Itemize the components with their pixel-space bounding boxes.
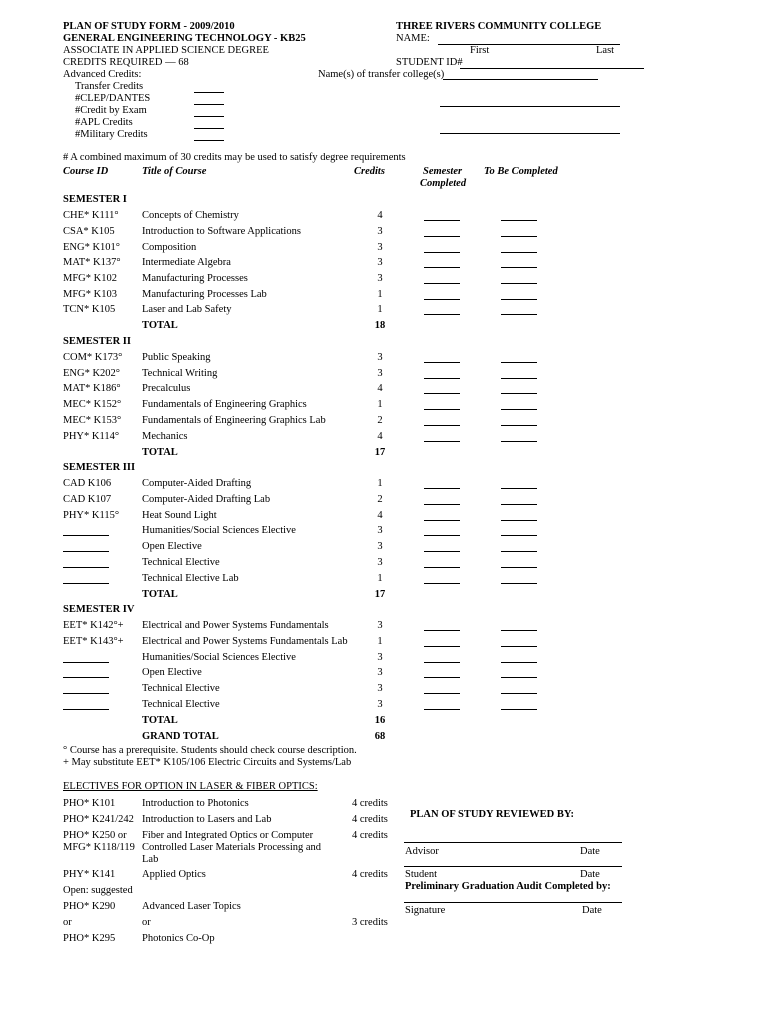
semester-completed-field[interactable] <box>424 551 460 552</box>
course-id-field[interactable] <box>63 583 109 584</box>
to-be-completed-field[interactable] <box>501 488 537 489</box>
course-title: Fundamentals of Engineering Graphics <box>142 399 307 410</box>
name-field[interactable] <box>438 44 620 45</box>
col-to-be-completed: To Be Completed <box>484 166 558 177</box>
college-name: THREE RIVERS COMMUNITY COLLEGE <box>396 21 602 32</box>
military-credits-field[interactable] <box>194 140 224 141</box>
to-be-completed-field[interactable] <box>501 535 537 536</box>
course-title: Manufacturing Processes Lab <box>142 289 267 300</box>
to-be-completed-field[interactable] <box>501 630 537 631</box>
course-credits: 3 <box>377 683 383 694</box>
advanced-item-label: #Credit by Exam <box>75 105 147 116</box>
total-label: TOTAL <box>142 715 178 726</box>
to-be-completed-field[interactable] <box>501 441 537 442</box>
elective-course-id: PHO* K241/242 <box>63 814 134 825</box>
elective-title: Advanced Laser Topics <box>142 901 241 912</box>
elective-course-id: Open: suggested <box>63 885 133 896</box>
semester-completed-field[interactable] <box>424 283 460 284</box>
to-be-completed-field[interactable] <box>501 378 537 379</box>
credits-required: CREDITS REQUIRED — 68 <box>63 57 189 68</box>
combined-credits-note: # A combined maximum of 30 credits may be used to satisfy degree requirements <box>63 152 406 163</box>
to-be-completed-field[interactable] <box>501 409 537 410</box>
course-credits: 2 <box>377 494 383 505</box>
to-be-completed-field[interactable] <box>501 520 537 521</box>
semester-completed-field[interactable] <box>424 662 460 663</box>
course-credits: 3 <box>377 257 383 268</box>
advanced-item-label: #Military Credits <box>75 129 148 140</box>
course-title: Technical Elective Lab <box>142 573 239 584</box>
semester-total: 18 <box>374 320 386 331</box>
to-be-completed-field[interactable] <box>501 662 537 663</box>
advanced-credits-label: Advanced Credits: <box>63 69 142 80</box>
semester-completed-field[interactable] <box>424 409 460 410</box>
col-course-id: Course ID <box>63 166 109 177</box>
course-id: MFG* K103 <box>63 289 117 300</box>
course-id: CHE* K111° <box>63 210 119 221</box>
grand-total-value: 68 <box>374 731 386 742</box>
to-be-completed-field[interactable] <box>501 583 537 584</box>
semester-total: 17 <box>374 447 386 458</box>
semester-heading: SEMESTER II <box>63 336 131 347</box>
to-be-completed-field[interactable] <box>501 567 537 568</box>
elective-title: Photonics Co-Op <box>142 933 215 944</box>
elective-title: Controlled Laser Materials Processing and <box>142 842 322 853</box>
student-signature-line[interactable] <box>404 866 622 867</box>
course-credits: 3 <box>377 557 383 568</box>
footnote-prerequisite: ° Course has a prerequisite. Students should check course description. <box>63 745 357 756</box>
course-id: ENG* K202° <box>63 368 120 379</box>
semester-completed-field[interactable] <box>424 252 460 253</box>
form-title: PLAN OF STUDY FORM - 2009/2010 <box>63 21 235 32</box>
semester-completed-field[interactable] <box>424 709 460 710</box>
to-be-completed-field[interactable] <box>501 425 537 426</box>
last-name-label: Last <box>596 45 615 56</box>
semester-completed-field[interactable] <box>424 314 460 315</box>
name-label: NAME: <box>396 33 430 44</box>
signature-label: Signature <box>405 905 446 916</box>
semester-heading: SEMESTER IV <box>63 604 135 615</box>
course-title: Electrical and Power Systems Fundamentals Lab <box>142 636 348 647</box>
course-id: COM* K173° <box>63 352 123 363</box>
course-title: Precalculus <box>142 383 191 394</box>
col-semester-completed: Semester <box>423 166 463 177</box>
semester-completed-field[interactable] <box>424 393 460 394</box>
course-credits: 1 <box>377 478 383 489</box>
course-id-field[interactable] <box>63 551 109 552</box>
col-title: Title of Course <box>142 166 207 177</box>
course-id: MAT* K137° <box>63 257 121 268</box>
to-be-completed-field[interactable] <box>501 709 537 710</box>
review-heading: PLAN OF STUDY REVIEWED BY: <box>410 809 574 820</box>
semester-completed-field[interactable] <box>424 441 460 442</box>
elective-course-id: or <box>63 917 72 928</box>
course-credits: 1 <box>377 399 383 410</box>
course-credits: 4 <box>377 431 383 442</box>
to-be-completed-field[interactable] <box>501 236 537 237</box>
student-id-label: STUDENT ID# <box>396 57 463 68</box>
semester-completed-field[interactable] <box>424 630 460 631</box>
elective-credits: 4 credits <box>352 869 388 880</box>
course-id: PHY* K115° <box>63 510 120 521</box>
col-credits: Credits <box>354 166 385 177</box>
course-credits: 1 <box>377 289 383 300</box>
to-be-completed-field[interactable] <box>501 646 537 647</box>
advanced-item-label: #APL Credits <box>75 117 133 128</box>
semester-total: 16 <box>374 715 386 726</box>
semester-completed-field[interactable] <box>424 488 460 489</box>
apl-credits-field[interactable] <box>194 128 224 129</box>
course-credits: 4 <box>377 383 383 394</box>
course-title: Heat Sound Light <box>142 510 217 521</box>
elective-course-id: PHO* K290 <box>63 901 116 912</box>
course-credits: 3 <box>377 652 383 663</box>
course-credits: 1 <box>377 304 383 315</box>
course-id: CAD K106 <box>63 478 112 489</box>
grand-total-label: GRAND TOTAL <box>142 731 219 742</box>
course-id: MFG* K102 <box>63 273 117 284</box>
semester-completed-field[interactable] <box>424 220 460 221</box>
to-be-completed-field[interactable] <box>501 677 537 678</box>
advanced-item-label: #CLEP/DANTES <box>75 93 151 104</box>
credit-by-exam-field[interactable] <box>194 116 224 117</box>
audit-label: Preliminary Graduation Audit Completed by: <box>405 881 611 892</box>
footnote-substitute: + May substitute EET* K105/106 Electric Circuits and Systems/Lab <box>63 757 352 768</box>
transfer-credits-field[interactable] <box>194 92 224 93</box>
semester-heading: SEMESTER III <box>63 462 136 473</box>
audit-signature-line[interactable] <box>404 902 622 903</box>
course-title: Electrical and Power Systems Fundamentals <box>142 620 329 631</box>
elective-course-id: PHY* K141 <box>63 869 116 880</box>
elective-title: or <box>142 917 151 928</box>
course-title: Manufacturing Processes <box>142 273 248 284</box>
to-be-completed-field[interactable] <box>501 314 537 315</box>
semester-completed-field[interactable] <box>424 267 460 268</box>
course-title: Humanities/Social Sciences Elective <box>142 652 296 663</box>
to-be-completed-field[interactable] <box>501 252 537 253</box>
course-credits: 4 <box>377 210 383 221</box>
elective-credits: 3 credits <box>352 917 388 928</box>
course-credits: 3 <box>377 620 383 631</box>
semester-completed-field[interactable] <box>424 425 460 426</box>
course-credits: 3 <box>377 273 383 284</box>
course-credits: 3 <box>377 242 383 253</box>
course-title: Mechanics <box>142 431 188 442</box>
elective-credits: 4 credits <box>352 830 388 841</box>
course-credits: 1 <box>377 573 383 584</box>
elective-course-id: PHO* K101 <box>63 798 116 809</box>
semester-completed-field[interactable] <box>424 362 460 363</box>
course-credits: 3 <box>377 226 383 237</box>
elective-credits: 4 credits <box>352 814 388 825</box>
student-date-label: Date <box>580 869 600 880</box>
course-id: MEC* K152° <box>63 399 122 410</box>
advanced-item-label: Transfer Credits <box>75 81 144 92</box>
course-title: Humanities/Social Sciences Elective <box>142 525 296 536</box>
course-title: Open Elective <box>142 541 202 552</box>
course-title: Intermediate Algebra <box>142 257 231 268</box>
course-title: Computer-Aided Drafting Lab <box>142 494 271 505</box>
semester-completed-field[interactable] <box>424 378 460 379</box>
course-id-field[interactable] <box>63 677 109 678</box>
course-title: Fundamentals of Engineering Graphics Lab <box>142 415 326 426</box>
course-id: MAT* K186° <box>63 383 121 394</box>
semester-completed-field[interactable] <box>424 693 460 694</box>
course-credits: 2 <box>377 415 383 426</box>
course-id: MEC* K153° <box>63 415 122 426</box>
to-be-completed-field[interactable] <box>501 551 537 552</box>
semester-completed-field[interactable] <box>424 236 460 237</box>
clep-credits-field[interactable] <box>194 104 224 105</box>
course-title: Computer-Aided Drafting <box>142 478 252 489</box>
semester-completed-field[interactable] <box>424 583 460 584</box>
course-credits: 3 <box>377 667 383 678</box>
transfer-college-field-3[interactable] <box>440 133 620 134</box>
to-be-completed-field[interactable] <box>501 504 537 505</box>
course-credits: 3 <box>377 699 383 710</box>
to-be-completed-field[interactable] <box>501 393 537 394</box>
course-title: Technical Elective <box>142 683 220 694</box>
total-label: TOTAL <box>142 447 178 458</box>
transfer-college-label: Name(s) of transfer college(s) <box>318 69 445 80</box>
course-title: Laser and Lab Safety <box>142 304 232 315</box>
degree-label: ASSOCIATE IN APPLIED SCIENCE DEGREE <box>63 45 269 56</box>
course-id: EET* K142°+ <box>63 620 124 631</box>
course-title: Concepts of Chemistry <box>142 210 239 221</box>
elective-course-id: PHO* K250 or <box>63 830 127 841</box>
course-credits: 4 <box>377 510 383 521</box>
to-be-completed-field[interactable] <box>501 283 537 284</box>
elective-title: Fiber and Integrated Optics or Computer <box>142 830 314 841</box>
semester-completed-field[interactable] <box>424 535 460 536</box>
course-id: CSA* K105 <box>63 226 115 237</box>
student-id-field[interactable] <box>460 68 644 69</box>
signature-date-label: Date <box>582 905 602 916</box>
course-id: EET* K143°+ <box>63 636 124 647</box>
course-id-field[interactable] <box>63 662 109 663</box>
semester-total: 17 <box>374 589 386 600</box>
transfer-college-field-2[interactable] <box>440 106 620 107</box>
course-credits: 3 <box>377 368 383 379</box>
total-label: TOTAL <box>142 320 178 331</box>
course-id-field[interactable] <box>63 693 109 694</box>
semester-completed-field[interactable] <box>424 504 460 505</box>
course-id-field[interactable] <box>63 709 109 710</box>
advisor-label: Advisor <box>405 846 439 857</box>
course-credits: 3 <box>377 541 383 552</box>
to-be-completed-field[interactable] <box>501 299 537 300</box>
course-id: TCN* K105 <box>63 304 116 315</box>
elective-credits: 4 credits <box>352 798 388 809</box>
course-id: PHY* K114° <box>63 431 120 442</box>
advisor-date-label: Date <box>580 846 600 857</box>
student-label: Student <box>405 869 438 880</box>
course-id-field[interactable] <box>63 535 109 536</box>
course-title: Technical Elective <box>142 699 220 710</box>
course-title: Public Speaking <box>142 352 211 363</box>
to-be-completed-field[interactable] <box>501 362 537 363</box>
course-title: Technical Writing <box>142 368 218 379</box>
advisor-signature-line[interactable] <box>404 842 622 843</box>
first-name-label: First <box>470 45 490 56</box>
elective-course-id: MFG* K118/119 <box>63 842 135 853</box>
elective-title: Lab <box>142 854 159 865</box>
col-semester-completed-2: Completed <box>420 178 467 189</box>
to-be-completed-field[interactable] <box>501 267 537 268</box>
semester-completed-field[interactable] <box>424 520 460 521</box>
to-be-completed-field[interactable] <box>501 693 537 694</box>
course-title: Open Elective <box>142 667 202 678</box>
semester-completed-field[interactable] <box>424 677 460 678</box>
elective-course-id: PHO* K295 <box>63 933 116 944</box>
course-title: Introduction to Software Applications <box>142 226 301 237</box>
electives-heading: ELECTIVES FOR OPTION IN LASER & FIBER OPTICS: <box>63 781 318 792</box>
course-title: Composition <box>142 242 197 253</box>
semester-heading: SEMESTER I <box>63 194 127 205</box>
semester-completed-field[interactable] <box>424 646 460 647</box>
to-be-completed-field[interactable] <box>501 220 537 221</box>
elective-title: Applied Optics <box>142 869 206 880</box>
course-id-field[interactable] <box>63 567 109 568</box>
course-credits: 3 <box>377 352 383 363</box>
semester-completed-field[interactable] <box>424 567 460 568</box>
course-credits: 3 <box>377 525 383 536</box>
elective-title: Introduction to Photonics <box>142 798 249 809</box>
program-name: GENERAL ENGINEERING TECHNOLOGY - KB25 <box>63 33 306 44</box>
semester-completed-field[interactable] <box>424 299 460 300</box>
course-id: ENG* K101° <box>63 242 120 253</box>
course-credits: 1 <box>377 636 383 647</box>
course-id: CAD K107 <box>63 494 112 505</box>
elective-title: Introduction to Lasers and Lab <box>142 814 272 825</box>
transfer-college-field[interactable] <box>443 79 598 80</box>
course-title: Technical Elective <box>142 557 220 568</box>
total-label: TOTAL <box>142 589 178 600</box>
